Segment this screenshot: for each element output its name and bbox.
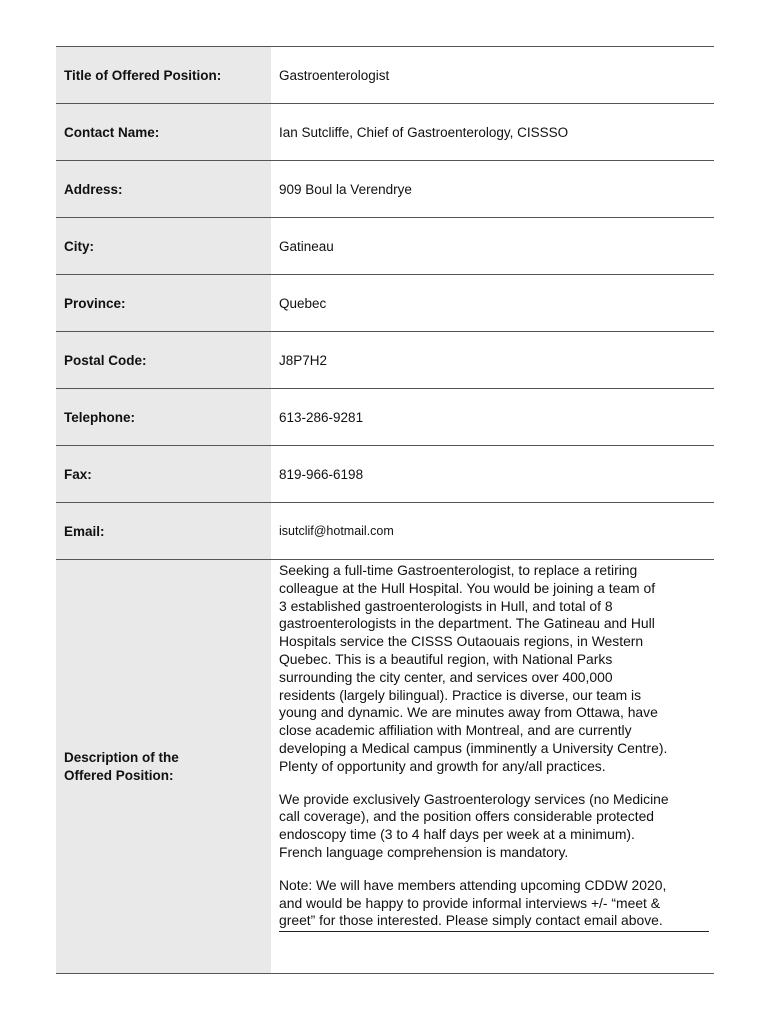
description-paragraph-3: Note: We will have members attending upcoming CDDW 2020, and would be happy to provide informal interviews +/- “meet & greet” for those interested. Please simply contact email above. <box>279 876 667 929</box>
field-row-description <box>56 560 714 974</box>
field-value-email: isutclif@hotmail.com <box>271 503 714 560</box>
field-label-fax: Fax: <box>56 446 271 503</box>
field-row-title <box>56 47 714 104</box>
field-label-email: Email: <box>56 503 271 560</box>
field-value-contact: Ian Sutcliffe, Chief of Gastroenterology, CISSSO <box>271 104 714 161</box>
field-row-province <box>56 275 714 332</box>
field-row-contact <box>56 104 714 161</box>
field-value-city: Gatineau <box>271 218 714 275</box>
field-row-email <box>56 503 714 560</box>
field-value-postal-code: J8P7H2 <box>271 332 714 389</box>
description-text <box>279 562 709 932</box>
field-value-description <box>271 560 714 974</box>
field-row-city <box>56 218 714 275</box>
field-label-province: Province: <box>56 275 271 332</box>
field-label-address: Address: <box>56 161 271 218</box>
field-row-postal-code <box>56 332 714 389</box>
field-row-telephone <box>56 389 714 446</box>
description-label-line-2: Offered Position: <box>64 767 174 783</box>
field-value-fax: 819-966-6198 <box>271 446 714 503</box>
description-wrapper <box>271 560 714 973</box>
description-paragraph-1: Seeking a full-time Gastroenterologist, to replace a retiring colleague at the Hull Hospital. You would be joining a team of 3 established gastroenterologists in Hull, and total of 8 gastroenterologists in the department. The Gatineau and Hull Hospitals service the CISSS Outaouais regions, in Western Quebec. This is a beautiful region, with National Parks surrounding the city center, and services over 400,000 residents (largely bilingual). Practice is diverse, our team is young and dynamic. We are minutes away from Ottawa, have close academic affiliation with Montreal, and are currently developing a Medical campus (imminently a University Centre). Plenty of opportunity and growth for any/all practices. <box>279 562 668 774</box>
field-label-title: Title of Offered Position: <box>56 47 271 104</box>
field-value-telephone: 613-286-9281 <box>271 389 714 446</box>
field-label-postal-code: Postal Code: <box>56 332 271 389</box>
description-paragraph-2: We provide exclusively Gastroenterology services (no Medicine call coverage), and the position offers considerable protected endoscopy time (3 to 4 half days per week at a minimum). French language comprehension is mandatory. <box>279 790 669 860</box>
field-label-city: City: <box>56 218 271 275</box>
position-form-table <box>56 46 714 974</box>
description-label-line-1: Description of the <box>64 749 179 765</box>
field-value-title: Gastroenterologist <box>271 47 714 104</box>
field-label-contact: Contact Name: <box>56 104 271 161</box>
field-label-description <box>56 560 271 974</box>
field-value-address: 909 Boul la Verendrye <box>271 161 714 218</box>
field-label-telephone: Telephone: <box>56 389 271 446</box>
field-row-fax <box>56 446 714 503</box>
field-row-address <box>56 161 714 218</box>
field-value-province: Quebec <box>271 275 714 332</box>
